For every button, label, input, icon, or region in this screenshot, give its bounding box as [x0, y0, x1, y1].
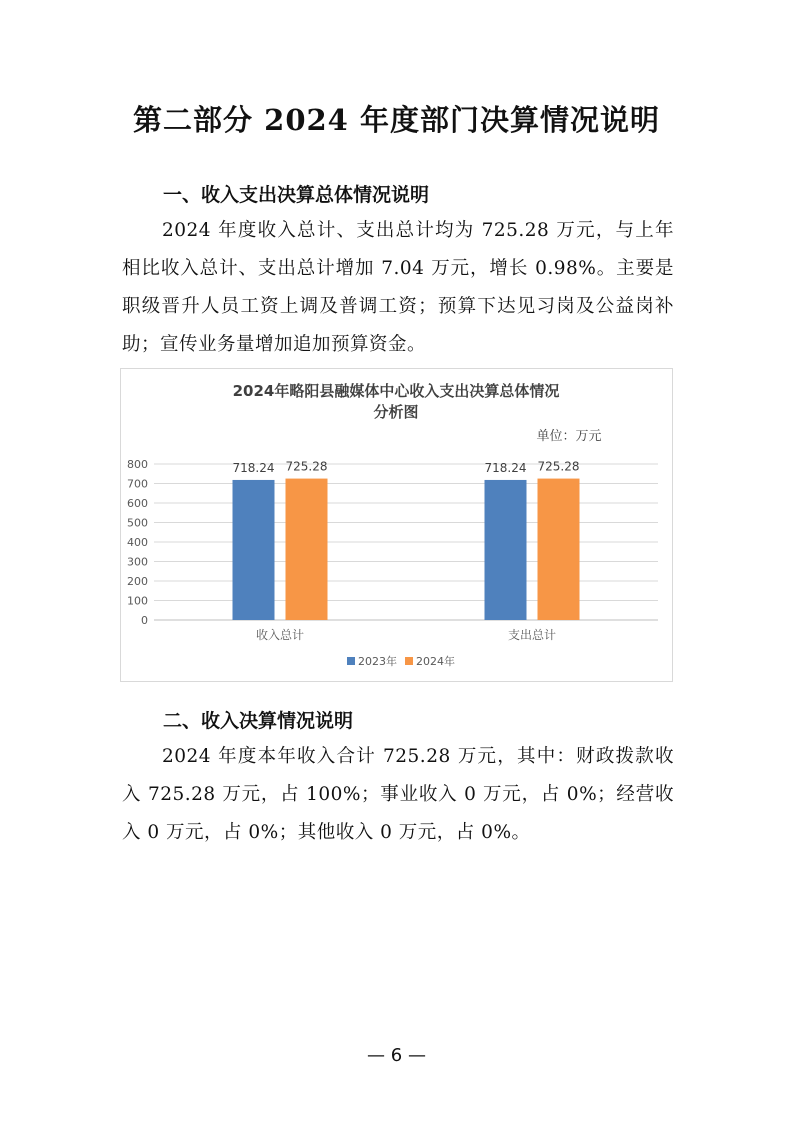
chart-title-line2: 分析图 [373, 403, 419, 421]
bar-data-label: 725.28 [285, 459, 328, 474]
bar-data-label: 718.24 [232, 460, 275, 475]
bar-data-label: 725.28 [537, 459, 580, 474]
y-tick-label: 100 [127, 594, 148, 608]
legend-label: 2023年 [358, 655, 397, 668]
x-category-label: 支出总计 [507, 628, 557, 642]
bar-2023年-支出总计 [485, 480, 527, 620]
chart-container [120, 368, 673, 682]
section1-heading: 一、收入支出决算总体情况说明 [163, 184, 430, 206]
chart-title-line1: 2024年略阳县融媒体中心收入支出决算总体情况 [232, 382, 560, 400]
y-tick-label: 500 [127, 516, 148, 530]
section2-heading: 二、收入决算情况说明 [163, 710, 354, 732]
bar-2024年-收入总计 [286, 479, 328, 620]
page-number: — 6 — [367, 1045, 426, 1066]
x-category-label: 收入总计 [255, 628, 305, 642]
chart-unit-label: 单位：万元 [536, 429, 602, 444]
y-tick-label: 300 [127, 555, 148, 569]
legend-label: 2024年 [416, 655, 455, 668]
bar-2024年-支出总计 [538, 479, 580, 620]
bar-chart [121, 369, 672, 681]
page-title: 第二部分 2024 年度部门决算情况说明 [133, 103, 660, 137]
y-tick-label: 0 [141, 614, 148, 627]
legend-swatch [405, 657, 413, 665]
section2-paragraph: 2024 年度本年收入合计 725.28 万元，其中：财政拨款收入 725.28 万元，占 100%；事业收入 0 万元，占 0%；经营收入 0 万元，占 0%；其他收入 0 万元，占 0%。 [122, 746, 674, 843]
y-tick-label: 200 [127, 575, 148, 588]
bar-data-label: 718.24 [484, 460, 527, 475]
section1-paragraph: 2024 年度收入总计、支出总计均为 725.28 万元，与上年相比收入总计、支出总计增加 7.04 万元，增长 0.98%。主要是职级晋升人员工资上调及普调工资；预算下达见习岗及公益岗补助；宣传业务量增加追加预算资金。 [122, 220, 674, 355]
legend-swatch [347, 657, 355, 665]
bar-2023年-收入总计 [233, 480, 275, 620]
y-tick-label: 600 [127, 497, 148, 510]
y-tick-label: 800 [127, 458, 148, 471]
y-tick-label: 400 [127, 536, 148, 549]
y-tick-label: 700 [127, 477, 148, 491]
